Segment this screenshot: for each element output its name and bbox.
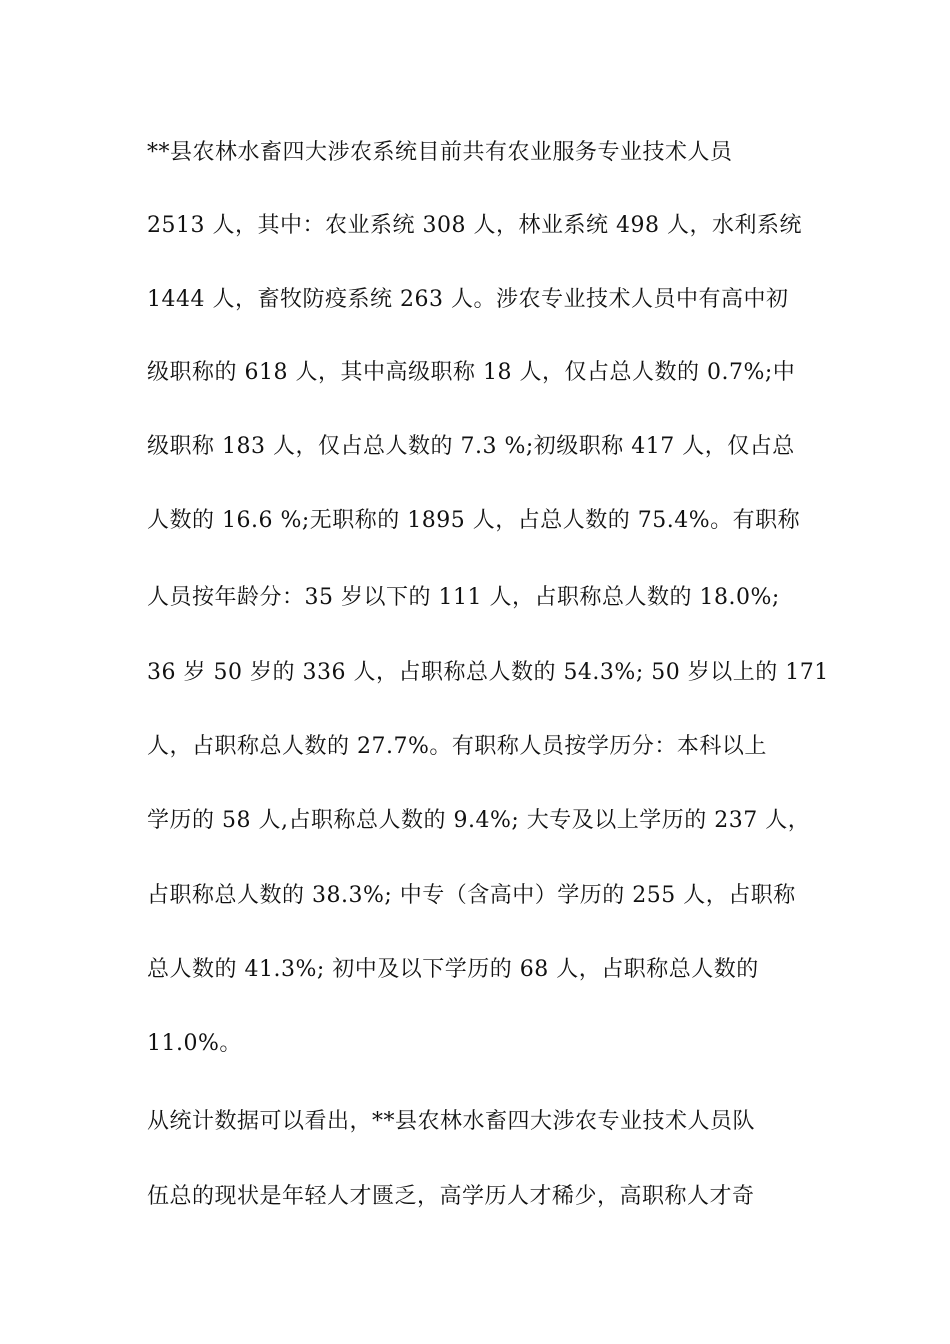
paragraph-1-line-7: 人员按年龄分：35 岁以下的 111 人，占职称总人数的 18.0%; (147, 585, 780, 610)
paragraph-1-line-12: 总人数的 41.3%; 初中及以下学历的 68 人，占职称总人数的 (147, 957, 759, 982)
paragraph-2-line-1: 从统计数据可以看出，**县农林水畜四大涉农专业技术人员队 (147, 1109, 756, 1134)
paragraph-1-line-6: 人数的 16.6 %;无职称的 1895 人，占总人数的 75.4%。有职称 (147, 508, 801, 533)
paragraph-1-line-3: 1444 人，畜牧防疫系统 263 人。涉农专业技术人员中有高中初 (147, 287, 789, 312)
paragraph-2-line-2: 伍总的现状是年轻人才匮乏，高学历人才稀少，高职称人才奇 (147, 1184, 755, 1209)
paragraph-1-line-13: 11.0%。 (147, 1031, 242, 1056)
paragraph-1-line-11: 占职称总人数的 38.3%; 中专（含高中）学历的 255 人，占职称 (147, 883, 796, 908)
paragraph-1-line-4: 级职称的 618 人，其中高级职称 18 人，仅占总人数的 0.7%;中 (147, 360, 796, 385)
paragraph-1-line-10: 学历的 58 人,占职称总人数的 9.4%; 大专及以上学历的 237 人， (147, 808, 811, 833)
paragraph-1-line-2: 2513 人，其中：农业系统 308 人，林业系统 498 人，水利系统 (147, 213, 802, 238)
paragraph-1-line-1: **县农林水畜四大涉农系统目前共有农业服务专业技术人员 (147, 140, 733, 165)
paragraph-1-line-9: 人，占职称总人数的 27.7%。有职称人员按学历分：本科以上 (147, 734, 767, 759)
paragraph-1-line-8: 36 岁 50 岁的 336 人，占职称总人数的 54.3%; 50 岁以上的 171 (147, 660, 829, 685)
paragraph-1-line-5: 级职称 183 人，仅占总人数的 7.3 %;初级职称 417 人，仅占总 (147, 434, 795, 459)
